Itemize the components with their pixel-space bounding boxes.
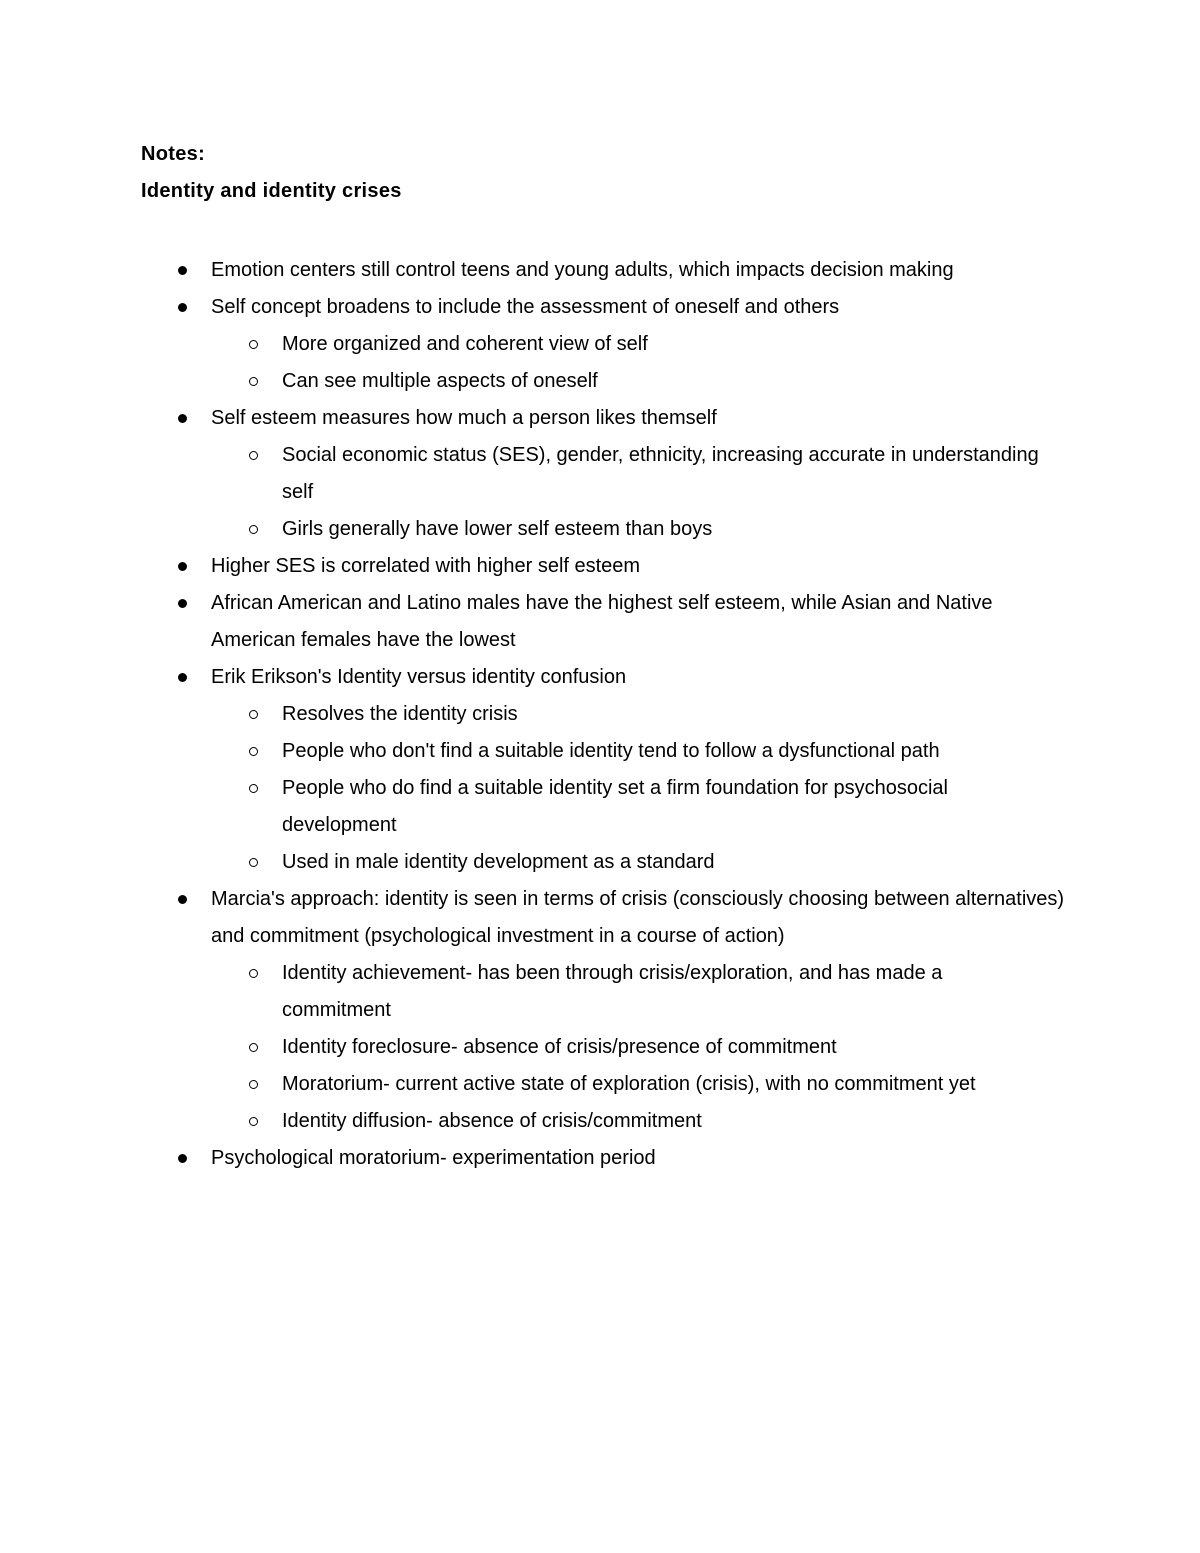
sub-bullet-item <box>0 511 1042 548</box>
hollow-bullet-icon <box>249 1043 258 1052</box>
bullet-text: Can see multiple aspects of oneself <box>282 370 598 392</box>
sub-bullet-item <box>0 1103 1042 1140</box>
filled-bullet-icon <box>178 303 187 312</box>
bullet-item <box>0 881 1071 955</box>
hollow-bullet-icon <box>249 377 258 386</box>
hollow-bullet-icon <box>249 451 258 460</box>
bullet-item <box>0 585 1071 659</box>
bullet-text: African American and Latino males have the highest self esteem, while Asian and Native American females have the lowest <box>211 592 993 651</box>
bullet-item <box>0 1140 1071 1177</box>
hollow-bullet-icon <box>249 1117 258 1126</box>
sub-bullet-item <box>0 437 1042 511</box>
hollow-bullet-icon <box>249 710 258 719</box>
sub-bullet-item <box>0 955 1042 1029</box>
sub-bullet-item <box>0 1029 1042 1066</box>
bullet-text: Social economic status (SES), gender, ethnicity, increasing accurate in understanding self <box>282 444 1039 503</box>
bullet-text: Identity foreclosure- absence of crisis/presence of commitment <box>282 1036 837 1058</box>
sub-bullet-item <box>0 733 1042 770</box>
hollow-bullet-icon <box>249 969 258 978</box>
bullet-item <box>0 252 1071 289</box>
hollow-bullet-icon <box>249 1080 258 1089</box>
bullet-text: Girls generally have lower self esteem than boys <box>282 518 713 540</box>
hollow-bullet-icon <box>249 525 258 534</box>
notes-list <box>0 252 1200 1177</box>
filled-bullet-icon <box>178 266 187 275</box>
sub-bullet-item <box>0 1066 1042 1103</box>
sub-bullet-item <box>0 696 1042 733</box>
filled-bullet-icon <box>178 1154 187 1163</box>
hollow-bullet-icon <box>249 784 258 793</box>
bullet-item <box>0 659 1071 696</box>
filled-bullet-icon <box>178 562 187 571</box>
hollow-bullet-icon <box>249 340 258 349</box>
bullet-text: Self concept broadens to include the assessment of oneself and others <box>211 296 840 318</box>
filled-bullet-icon <box>178 414 187 423</box>
bullet-text: Used in male identity development as a standard <box>282 851 715 873</box>
bullet-text: Marcia's approach: identity is seen in terms of crisis (consciously choosing between alternatives) and commitment (psychological investment in a course of action) <box>211 888 1065 947</box>
bullet-item <box>0 400 1071 437</box>
document-title: Identity and identity crises <box>141 180 402 202</box>
bullet-text: Moratorium- current active state of exploration (crisis), with no commitment yet <box>282 1073 976 1095</box>
filled-bullet-icon <box>178 895 187 904</box>
bullet-text: People who don't find a suitable identity tend to follow a dysfunctional path <box>282 740 940 762</box>
bullet-item <box>0 548 1071 585</box>
bullet-text: Emotion centers still control teens and young adults, which impacts decision making <box>211 259 954 281</box>
bullet-text: Resolves the identity crisis <box>282 703 518 725</box>
filled-bullet-icon <box>178 599 187 608</box>
bullet-text: Psychological moratorium- experimentation period <box>211 1147 656 1169</box>
sub-bullet-item <box>0 844 1042 881</box>
bullet-text: Identity diffusion- absence of crisis/commitment <box>282 1110 702 1132</box>
sub-bullet-item <box>0 326 1042 363</box>
bullet-text: People who do find a suitable identity set a firm foundation for psychosocial development <box>282 777 948 836</box>
bullet-text: Higher SES is correlated with higher self esteem <box>211 555 641 577</box>
bullet-text: Self esteem measures how much a person likes themself <box>211 407 717 429</box>
bullet-item <box>0 289 1071 326</box>
sub-bullet-item <box>0 363 1042 400</box>
bullet-text: Erik Erikson's Identity versus identity confusion <box>211 666 627 688</box>
bullet-text: Identity achievement- has been through crisis/exploration, and has made a commitment <box>282 962 943 1021</box>
hollow-bullet-icon <box>249 747 258 756</box>
notes-heading: Notes: <box>141 143 206 165</box>
hollow-bullet-icon <box>249 858 258 867</box>
sub-bullet-item <box>0 770 1042 844</box>
bullet-text: More organized and coherent view of self <box>282 333 648 355</box>
filled-bullet-icon <box>178 673 187 682</box>
